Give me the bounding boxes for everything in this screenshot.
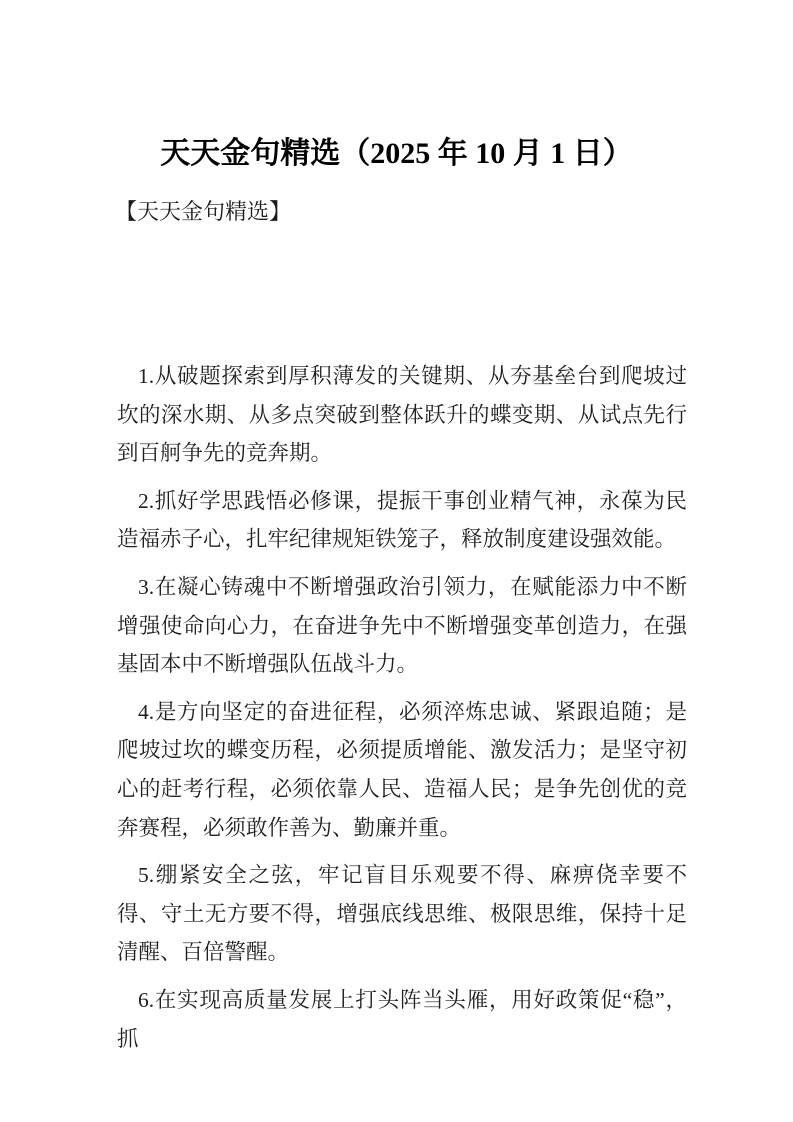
paragraph-1: 1.从破题探索到厚积薄发的关键期、从夯基垒台到爬坡过坎的深水期、从多点突破到整体跃升的蝶变期、从试点先行到百舸争先的竞奔期。 bbox=[117, 364, 687, 466]
section-label: 【天天金句精选】 bbox=[115, 199, 292, 224]
paragraph-6: 6.在实现高质量发展上打头阵当头雁，用好政策促“稳”，抓 bbox=[117, 987, 687, 1051]
document-body bbox=[117, 357, 687, 1058]
paragraph-4: 4.是方向坚定的奋进征程，必须淬炼忠诚、紧跟追随；是爬坡过坎的蝶变历程，必须提质增能、激发活力；是坚守初心的赶考行程，必须依靠人民、造福人民；是争先创优的竞奔赛程，必须敢作善为、勤廉并重。 bbox=[117, 699, 687, 840]
paragraph-2: 2.抓好学思践悟必修课，提振干事创业精气神，永葆为民造福赤子心，扎牢纪律规矩铁笼子，释放制度建设强效能。 bbox=[117, 488, 687, 552]
paragraph-3: 3.在凝心铸魂中不断增强政治引领力，在赋能添力中不断增强使命向心力，在奋进争先中不断增强变革创造力，在强基固本中不断增强队伍战斗力。 bbox=[117, 574, 687, 677]
paragraph-5: 5.绷紧安全之弦，牢记盲目乐观要不得、麻痹侥幸要不得、守土无方要不得，增强底线思维、极限思维，保持十足清醒、百倍警醒。 bbox=[117, 863, 687, 965]
document-title: 天天金句精选（2025 年 10 月 1 日） bbox=[160, 137, 633, 171]
